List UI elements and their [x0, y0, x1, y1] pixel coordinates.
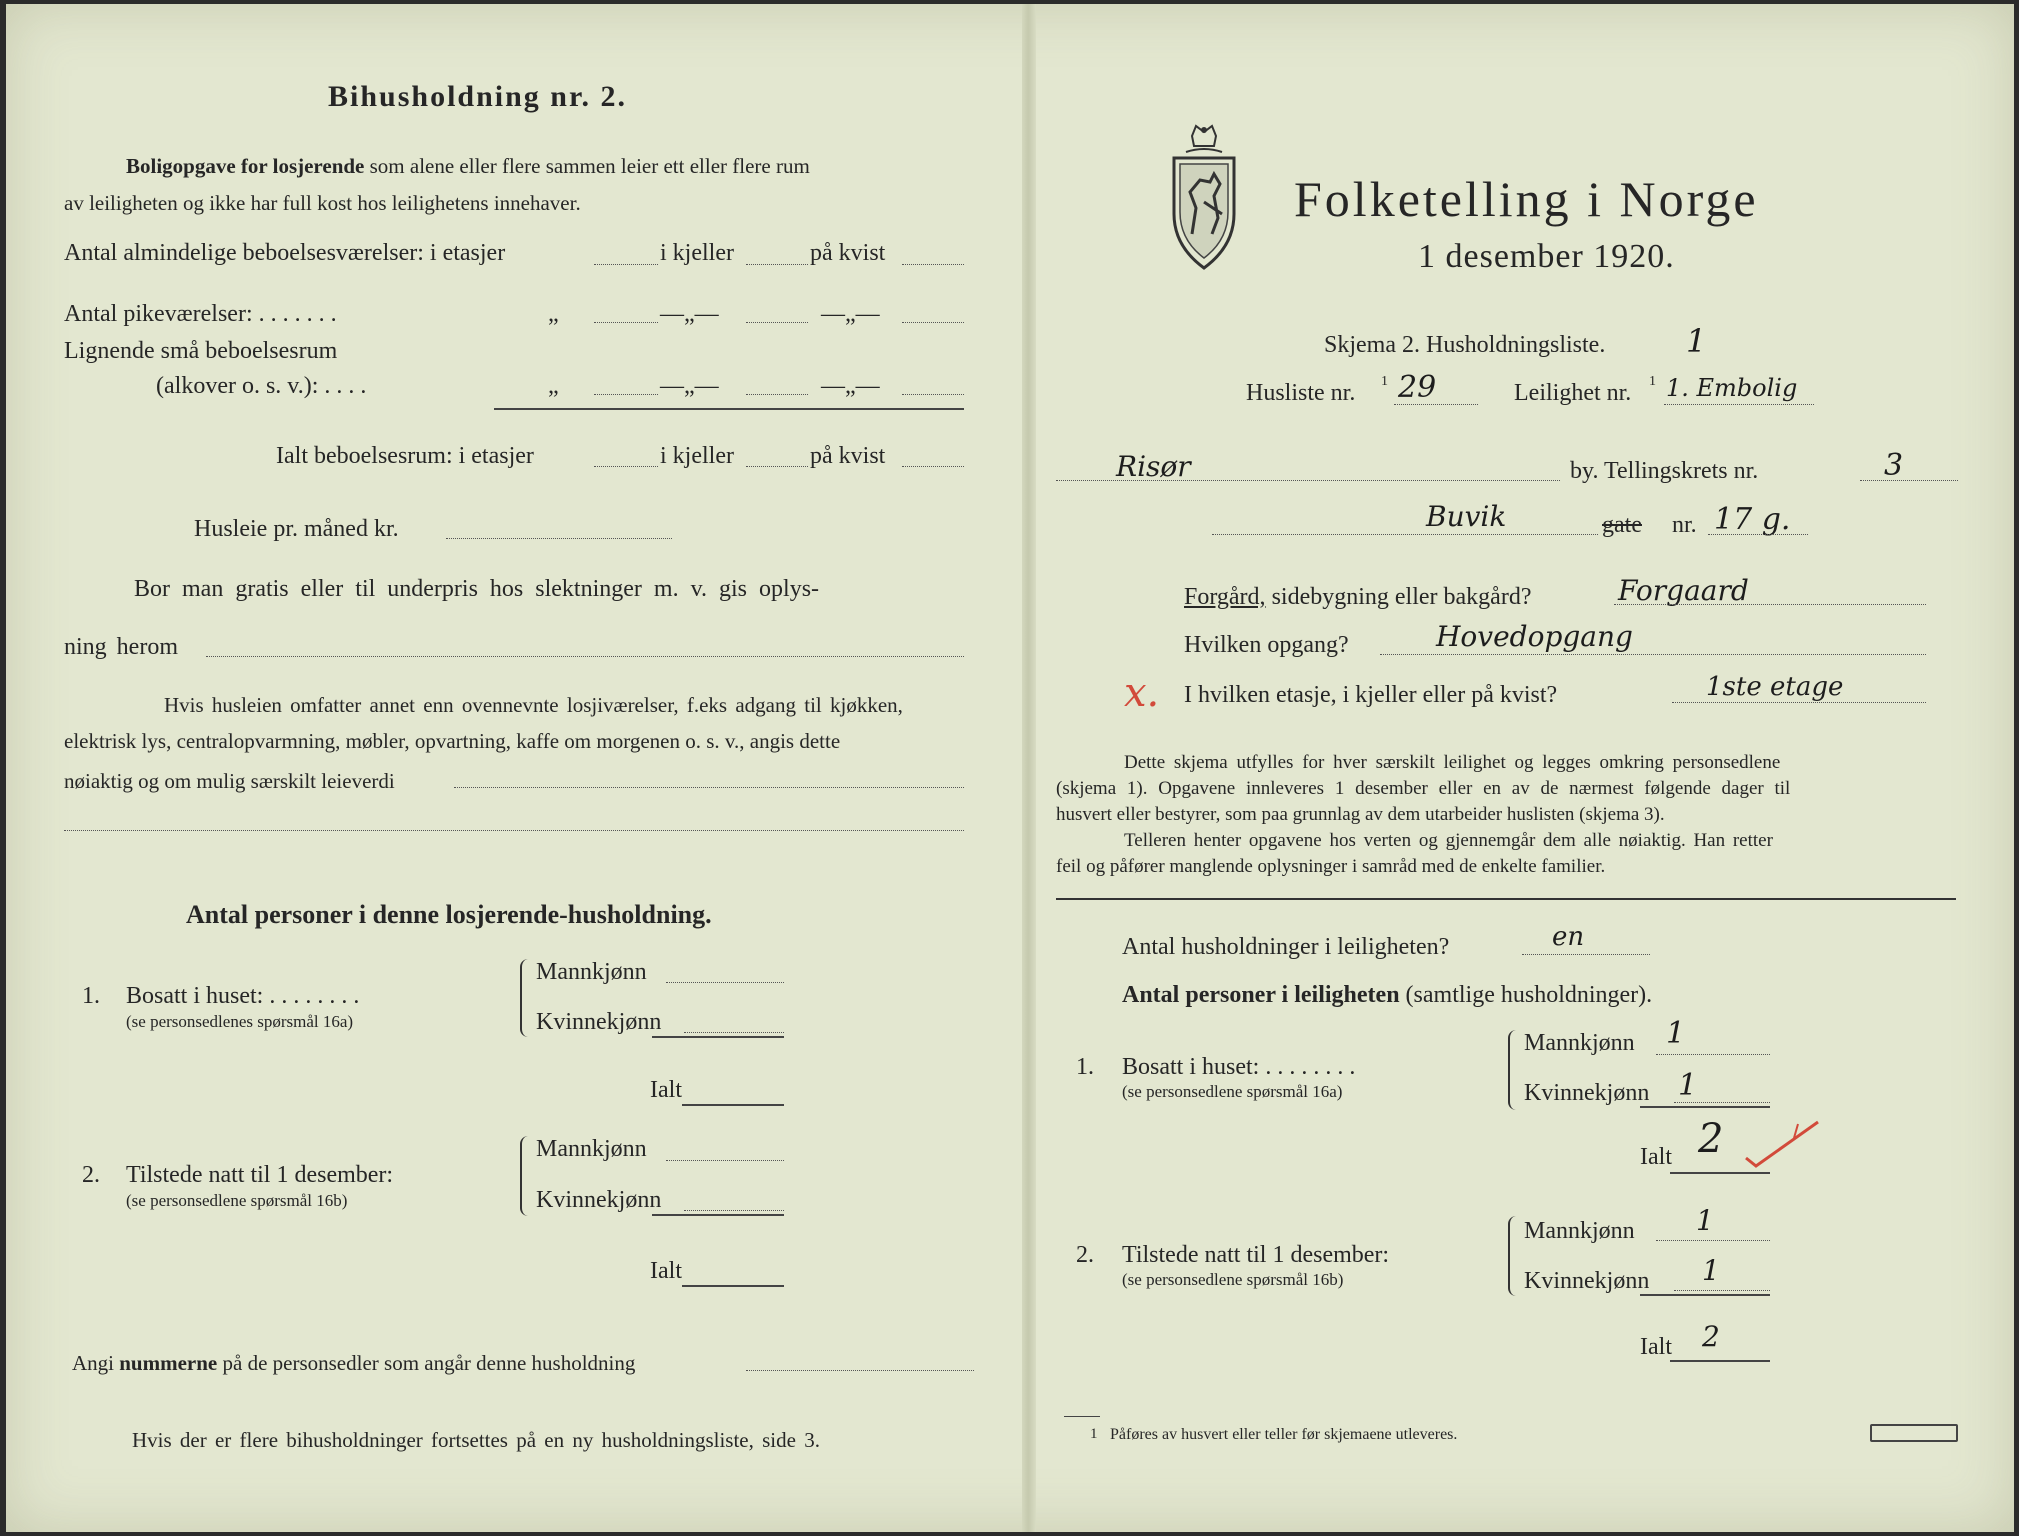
right-q2-male-value[interactable]: 1	[1696, 1204, 1714, 1237]
yard-q-rest: sidebygning eller bakgård?	[1271, 584, 1532, 610]
left-q2-total-field[interactable]	[682, 1285, 784, 1287]
small-cellar-field[interactable]	[746, 394, 808, 395]
left-q1-male-label: Mannkjønn	[536, 959, 647, 985]
right-q2-total-value[interactable]: 2	[1702, 1320, 1720, 1353]
right-q1-female-value[interactable]: 1	[1678, 1068, 1698, 1103]
maid-ditto-2: —„—	[660, 301, 719, 327]
right-q1-female-field	[1674, 1102, 1770, 1103]
instructions-2: (skjema 1). Opgavene innleveres 1 desember eller en av de nærmest følgende dager til	[1056, 778, 1791, 799]
houselist-label: Husliste nr.	[1246, 380, 1356, 406]
form-value[interactable]: 1	[1686, 322, 1707, 360]
left-q2-total-label: Ialt	[650, 1258, 682, 1284]
right-q1-total-value[interactable]: 2	[1698, 1116, 1724, 1162]
left-q2-sum-rule	[652, 1214, 784, 1216]
maid-ditto-3: —„—	[821, 301, 880, 327]
right-q1-male-value[interactable]: 1	[1666, 1016, 1686, 1051]
entrance-question: Hvilken opgang?	[1184, 632, 1349, 658]
right-q2-female-field	[1674, 1290, 1770, 1291]
right-q2-sum-rule	[1640, 1294, 1770, 1296]
instructions-5: feil og påfører manglende oplysninger i samråd med de enkelte familier.	[1056, 856, 1606, 877]
right-q1-total-field	[1670, 1172, 1770, 1174]
right-q1-male-label: Mannkjønn	[1524, 1030, 1635, 1056]
apartment-field	[1664, 404, 1814, 405]
households-value[interactable]: en	[1552, 922, 1585, 952]
left-q2-female-label: Kvinnekjønn	[536, 1187, 662, 1213]
numbers-field[interactable]	[746, 1370, 974, 1371]
left-q2-male-field[interactable]	[666, 1160, 784, 1161]
left-q2-sub: (se personsedlene spørsmål 16b)	[126, 1191, 348, 1210]
includes-value-field[interactable]	[454, 787, 964, 788]
total-rooms-label: Ialt beboelsesrum: i etasjer	[276, 443, 534, 469]
left-q1-female-label: Kvinnekjønn	[536, 1009, 662, 1035]
total-cellar-field[interactable]	[746, 466, 808, 467]
small-rooms-label-1: Lignende små beboelsesrum	[64, 338, 338, 364]
street-field	[1212, 534, 1598, 535]
left-persons-title: Antal personer i denne losjerende-husholdning.	[186, 900, 712, 929]
right-q2-male-label: Mannkjønn	[1524, 1218, 1635, 1244]
right-q2-male-field	[1656, 1240, 1770, 1241]
rooms-cellar-label: i kjeller	[660, 240, 734, 266]
apartment-footnote-mark: 1	[1649, 374, 1656, 389]
small-ditto-2: —„—	[660, 373, 719, 399]
numbers-line	[72, 1351, 635, 1376]
right-title: Folketelling i Norge	[1294, 171, 1759, 227]
rooms-attic-field[interactable]	[902, 264, 964, 265]
numbers-pre: Angi	[72, 1351, 114, 1375]
right-persons-rest: (samtlige husholdninger).	[1405, 982, 1653, 1008]
left-q1-male-field[interactable]	[666, 982, 784, 983]
small-ditto-1: „	[548, 373, 559, 399]
street-label: gate	[1602, 512, 1642, 538]
right-q2-female-value[interactable]: 1	[1702, 1254, 1720, 1287]
right-q1-sum-rule	[1640, 1106, 1770, 1108]
left-q1-sub: (se personsedlenes spørsmål 16a)	[126, 1012, 354, 1031]
right-q2-num: 2.	[1076, 1242, 1094, 1268]
right-q1-brace	[1508, 1030, 1522, 1110]
right-q1-female-label: Kvinnekjønn	[1524, 1080, 1650, 1106]
rent-label: Husleie pr. måned kr.	[194, 516, 399, 542]
free-rent-line-1: Bor man gratis eller til underpris hos slektninger m. v. gis oplys-	[134, 576, 820, 602]
norway-coat-of-arms	[1166, 122, 1242, 274]
entrance-value[interactable]: Hovedopgang	[1436, 620, 1633, 653]
right-q2-female-label: Kvinnekjønn	[1524, 1268, 1650, 1294]
floor-question: I hvilken etasje, i kjeller eller på kvist?	[1184, 682, 1558, 708]
right-q2-total-label: Ialt	[1640, 1334, 1672, 1360]
rooms-label: Antal almindelige beboelsesværelser: i etasjer	[64, 240, 506, 266]
intro-line-1	[126, 154, 810, 179]
left-title: Bihusholdning nr. 2.	[328, 80, 628, 113]
small-floors-field[interactable]	[594, 394, 658, 395]
rent-field[interactable]	[446, 538, 672, 539]
right-q1-male-field	[1656, 1054, 1770, 1055]
intro-line-2: av leiligheten og ikke har full kost hos leilighetens innehaver.	[64, 191, 581, 215]
left-q1-female-field[interactable]	[684, 1032, 784, 1033]
households-question: Antal husholdninger i leiligheten?	[1122, 934, 1450, 960]
numbers-post: på de personsedler som angår denne husholdning	[222, 1351, 636, 1375]
right-q1-num: 1.	[1076, 1054, 1094, 1080]
left-q1-num: 1.	[82, 983, 100, 1009]
maid-floors-field[interactable]	[594, 322, 658, 323]
total-floors-field[interactable]	[594, 466, 658, 467]
section-divider	[1056, 898, 1956, 900]
printer-stamp	[1870, 1424, 1958, 1442]
rooms-sum-rule	[494, 408, 964, 410]
left-q1-label: Bosatt i huset: . . . . . . . .	[126, 983, 360, 1009]
town-field	[1056, 480, 1560, 481]
page-fold	[1022, 4, 1036, 1532]
street-nr-label: nr.	[1672, 512, 1697, 538]
maid-rooms-label: Antal pikeværelser: . . . . . . .	[64, 301, 337, 327]
right-q1-sub: (se personsedlene spørsmål 16a)	[1122, 1082, 1343, 1101]
instructions-1: Dette skjema utfylles for hver særskilt leilighet og legges omkring personsedlene	[1124, 752, 1781, 773]
houselist-value[interactable]: 29	[1398, 370, 1437, 405]
form-label: Skjema 2. Husholdningsliste.	[1324, 332, 1606, 358]
yard-q-front: Forgård,	[1184, 584, 1266, 610]
yard-field	[1614, 604, 1926, 605]
intro-rest: som alene eller flere sammen leier ett eller flere rum	[369, 154, 810, 178]
red-verification-tick	[1742, 1118, 1822, 1170]
left-q2-male-label: Mannkjønn	[536, 1136, 647, 1162]
left-q2-label: Tilstede natt til 1 desember:	[126, 1162, 394, 1188]
houselist-field	[1394, 404, 1478, 405]
total-attic-field[interactable]	[902, 466, 964, 467]
left-q2-female-field[interactable]	[684, 1210, 784, 1211]
right-q1-label: Bosatt i huset: . . . . . . . .	[1122, 1054, 1356, 1080]
census-form-sheet	[6, 4, 2014, 1532]
footnote-mark: 1	[1090, 1426, 1098, 1442]
rooms-floors-field[interactable]	[594, 264, 658, 265]
footnote-rule	[1064, 1416, 1100, 1417]
maid-attic-field[interactable]	[902, 322, 964, 323]
street-nr-value[interactable]: 17 g.	[1714, 502, 1791, 537]
left-q2-num: 2.	[82, 1162, 100, 1188]
floor-value[interactable]: 1ste etage	[1706, 672, 1844, 702]
small-rooms-label-2: (alkover o. s. v.): . . . .	[156, 373, 367, 399]
includes-line-1: Hvis husleien omfatter annet enn ovennevnte losjiværelser, f.eks adgang til kjøkken,	[164, 693, 903, 717]
street-nr-field	[1708, 534, 1808, 535]
small-attic-field[interactable]	[902, 394, 964, 395]
right-q2-label: Tilstede natt til 1 desember:	[1122, 1242, 1390, 1268]
right-persons-title	[1122, 982, 1652, 1009]
rooms-attic-label: på kvist	[810, 240, 886, 266]
street-value[interactable]: Buvik	[1426, 500, 1507, 533]
free-rent-field[interactable]	[206, 656, 964, 657]
left-q1-total-field[interactable]	[682, 1104, 784, 1106]
district-field	[1860, 480, 1958, 481]
footnote-text: Påføres av husvert eller teller før skjemaene utleveres.	[1110, 1426, 1458, 1443]
right-persons-bold: Antal personer i leiligheten	[1122, 982, 1400, 1008]
includes-line-3: nøiaktig og om mulig særskilt leieverdi	[64, 769, 395, 793]
numbers-bold: nummerne	[119, 1351, 218, 1375]
right-q2-brace	[1508, 1216, 1522, 1296]
left-footer: Hvis der er flere bihusholdninger fortsettes på en ny husholdningsliste, side 3.	[132, 1428, 820, 1452]
left-q1-total-label: Ialt	[650, 1077, 682, 1103]
district-value[interactable]: 3	[1884, 448, 1904, 483]
right-q2-total-field	[1670, 1360, 1770, 1362]
maid-ditto-1: „	[548, 301, 559, 327]
right-q2-sub: (se personsedlene spørsmål 16b)	[1122, 1270, 1344, 1289]
intro-bold: Boligopgave for losjerende	[126, 154, 365, 178]
right-q1-total-label: Ialt	[1640, 1144, 1672, 1170]
red-check-mark: x.	[1124, 670, 1160, 716]
yard-value[interactable]: Forgaard	[1618, 574, 1749, 607]
town-value[interactable]: Risør	[1116, 450, 1191, 483]
free-rent-line-2: ning herom	[64, 634, 178, 660]
includes-extra-field[interactable]	[64, 830, 964, 831]
apartment-value[interactable]: 1. Embolig	[1666, 374, 1798, 402]
total-cellar-label: i kjeller	[660, 443, 734, 469]
instructions-4: Telleren henter opgavene hos verten og gjennemgår dem alle nøiaktig. Han retter	[1124, 830, 1773, 851]
apartment-label: Leilighet nr.	[1514, 380, 1632, 406]
left-q1-brace	[520, 959, 534, 1037]
small-ditto-3: —„—	[821, 373, 880, 399]
instructions-3: husvert eller bestyrer, som paa grunnlag av dem utarbeider huslisten (skjema 3).	[1056, 804, 1665, 825]
includes-line-2: elektrisk lys, centralopvarmning, møbler, opvartning, kaffe om morgenen o. s. v., angis dette	[64, 729, 841, 753]
households-field	[1522, 954, 1650, 955]
rooms-cellar-field[interactable]	[746, 264, 808, 265]
left-q2-brace	[520, 1136, 534, 1216]
houselist-footnote-mark: 1	[1381, 374, 1388, 389]
left-q1-sum-rule	[652, 1036, 784, 1038]
floor-field	[1672, 702, 1926, 703]
town-label: by. Tellingskrets nr.	[1570, 458, 1759, 484]
yard-question	[1184, 584, 1531, 611]
entrance-field	[1380, 654, 1926, 655]
census-date: 1 desember 1920.	[1418, 238, 1675, 275]
total-attic-label: på kvist	[810, 443, 886, 469]
maid-cellar-field[interactable]	[746, 322, 808, 323]
